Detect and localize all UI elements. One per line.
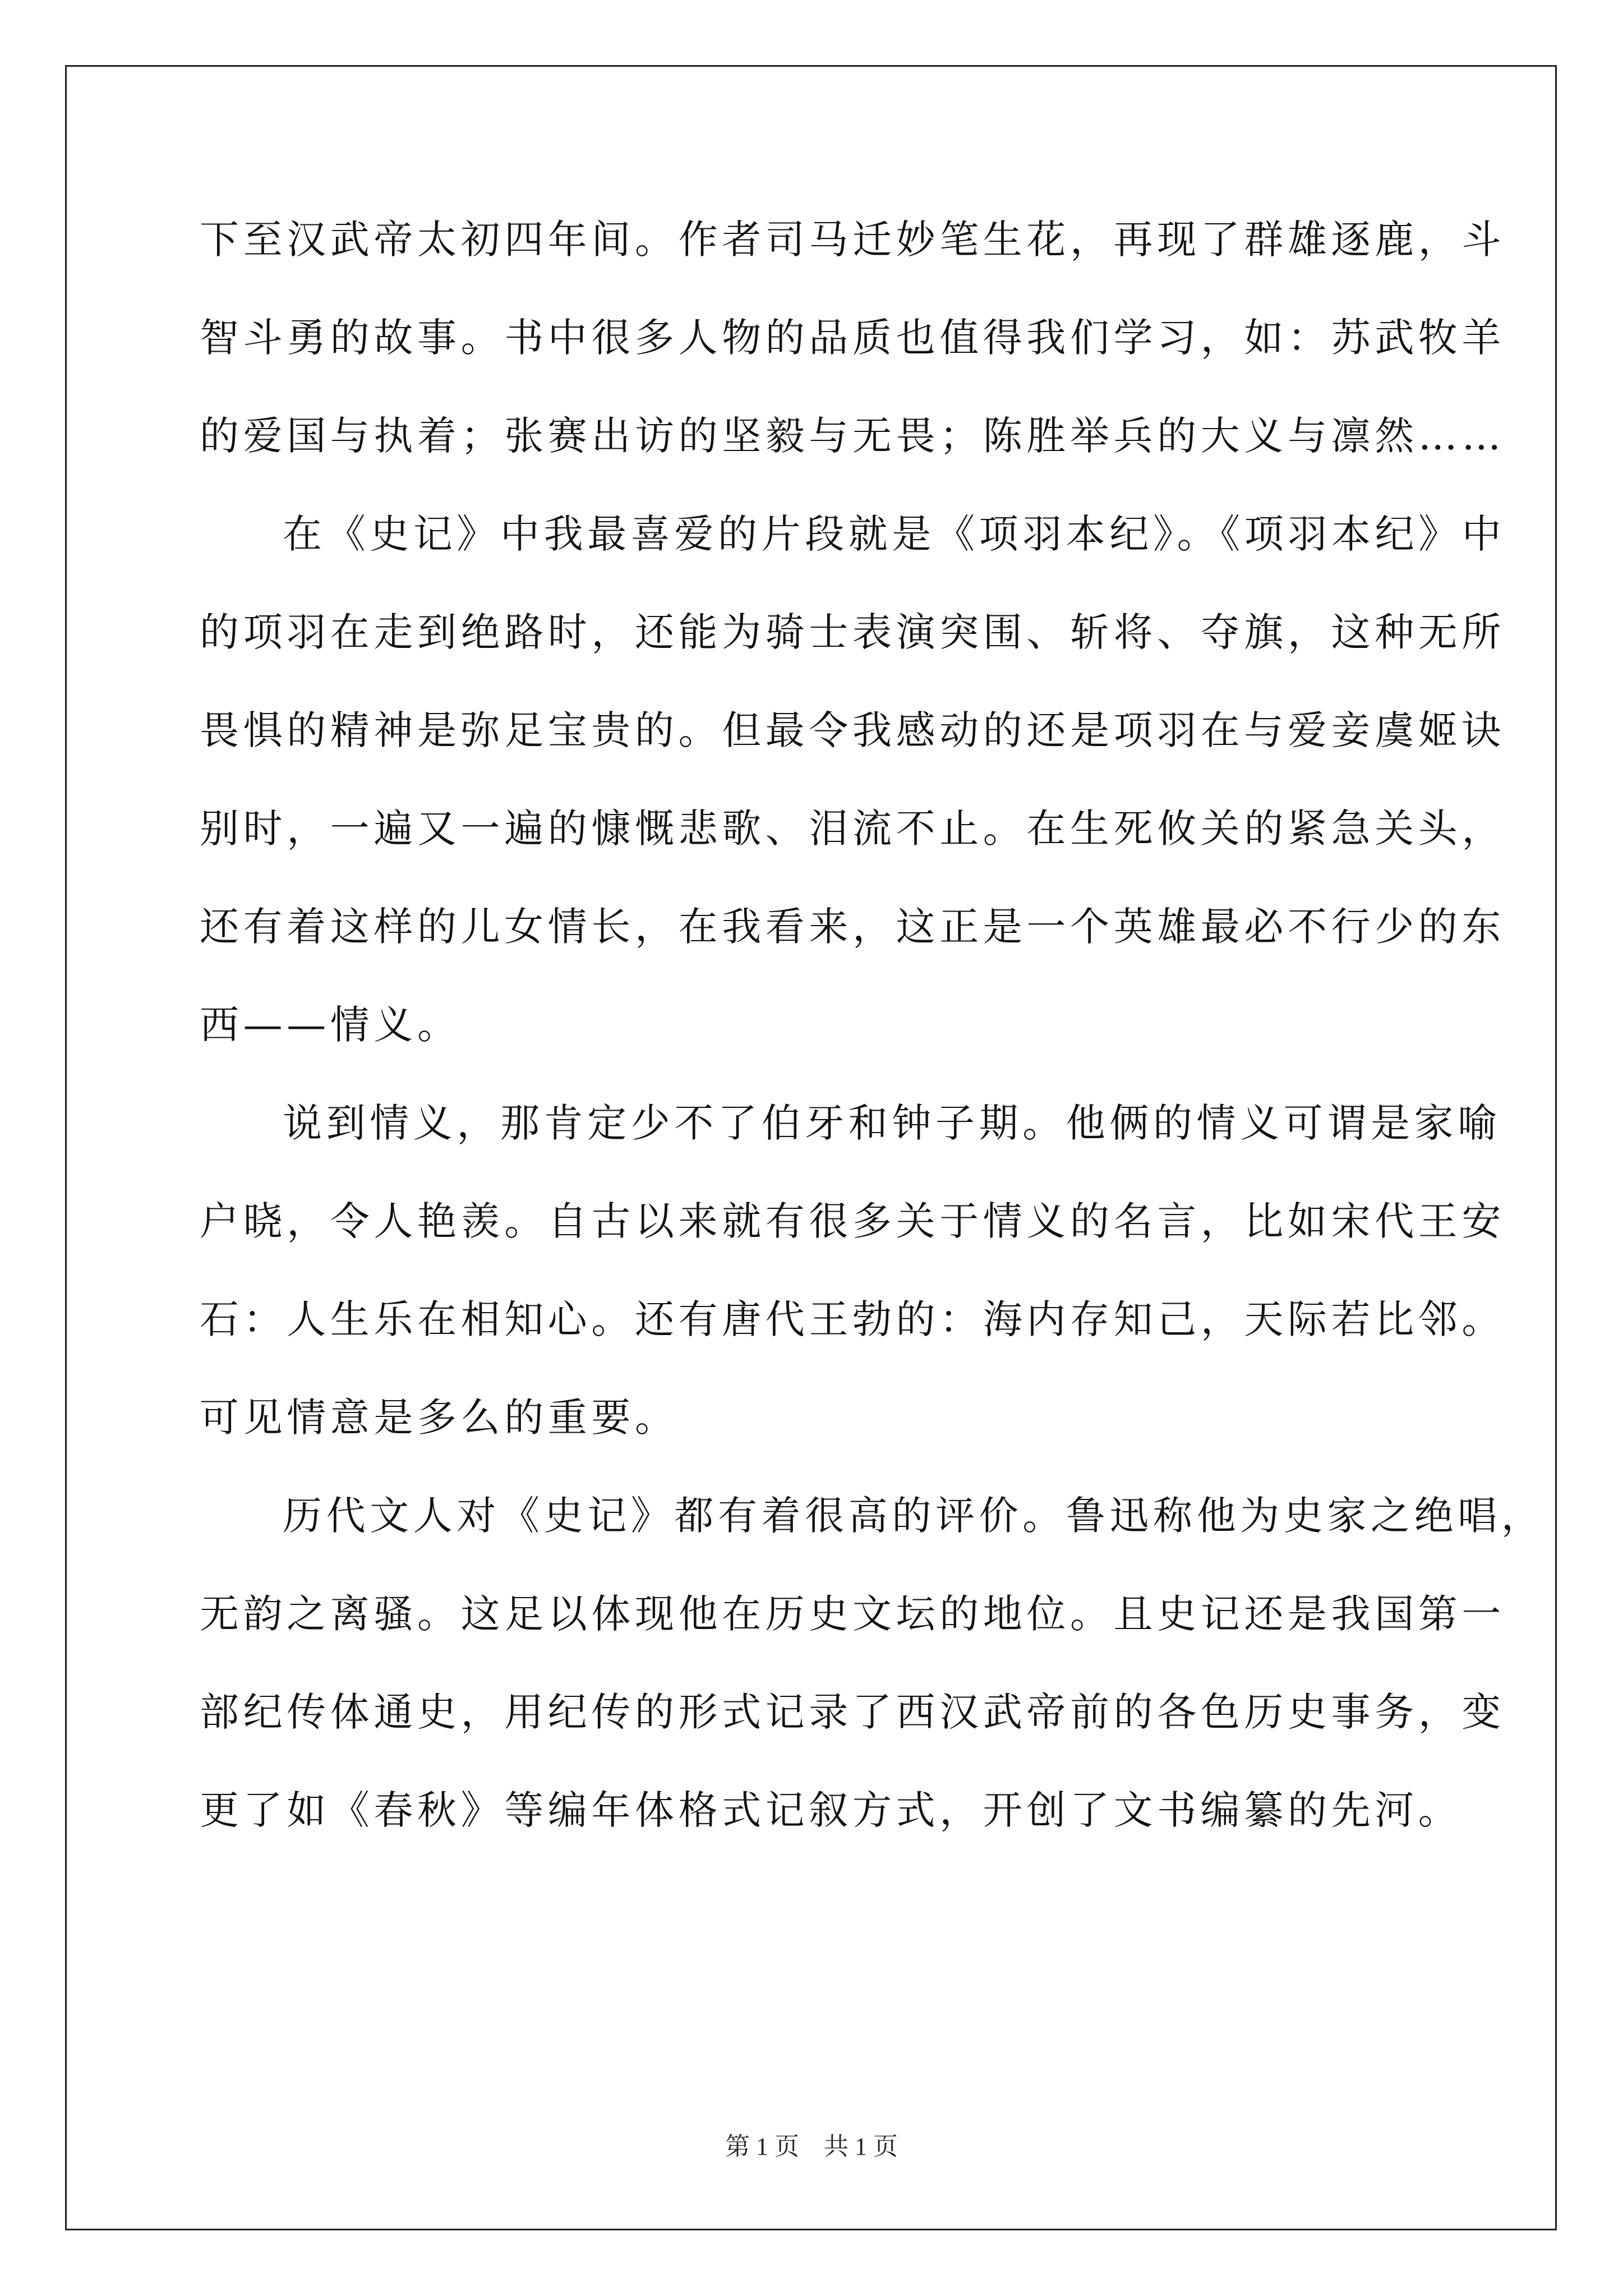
text-line: 别时，一遍又一遍的慷慨悲歌、泪流不止。在生死攸关的紧急关头， xyxy=(200,806,1505,852)
text-line: 更了如《春秋》等编年体格式记叙方式，开创了文书编纂的先河。 xyxy=(200,1787,1462,1833)
text-line: 的项羽在走到绝路时，还能为骑士表演突围、斩将、夺旗，这种无所 xyxy=(200,609,1505,655)
document-body xyxy=(200,191,1545,1860)
text-line: 还有着这样的儿女情长，在我看来，这正是一个英雄最必不行少的东 xyxy=(200,904,1505,950)
paragraph-start-line: 说到情义，那肯定少不了伯牙和钟子期。他俩的情义可谓是家喻 xyxy=(283,1100,1501,1146)
text-line: 部纪传体通史，用纪传的形式记录了西汉武帝前的各色历史事务，变 xyxy=(200,1689,1505,1735)
text-line: 石：人生乐在相知心。还有唐代王勃的：海内存知己，天际若比邻。 xyxy=(200,1296,1505,1342)
page-number-footer: 第 1 页 共 1 页 xyxy=(725,2133,898,2160)
text-line: 的爱国与执着；张赛出访的坚毅与无畏；陈胜举兵的大义与凛然…… xyxy=(200,413,1505,459)
paragraph-start-line: 在《史记》中我最喜爱的片段就是《项羽本纪》。《项羽本纪》中 xyxy=(283,511,1506,557)
text-line: 西——情义。 xyxy=(200,1002,461,1048)
text-line: 无韵之离骚。这足以体现他在历史文坛的地位。且史记还是我国第一 xyxy=(200,1591,1505,1637)
text-line: 户晓，令人艳羡。自古以来就有很多关于情义的名言，比如宋代王安 xyxy=(200,1198,1505,1244)
text-line: 畏惧的精神是弥足宝贵的。但最令我感动的还是项羽在与爱妾虞姬诀 xyxy=(200,707,1505,753)
paragraph-start-line: 历代文人对《史记》都有着很高的评价。鲁迅称他为史家之绝唱， xyxy=(283,1493,1545,1539)
text-line: 智斗勇的故事。书中很多人物的品质也值得我们学习，如：苏武牧羊 xyxy=(200,315,1505,361)
text-line: 可见情意是多么的重要。 xyxy=(200,1395,679,1441)
text-line: 下至汉武帝太初四年间。作者司马迁妙笔生花，再现了群雄逐鹿，斗 xyxy=(200,217,1505,263)
